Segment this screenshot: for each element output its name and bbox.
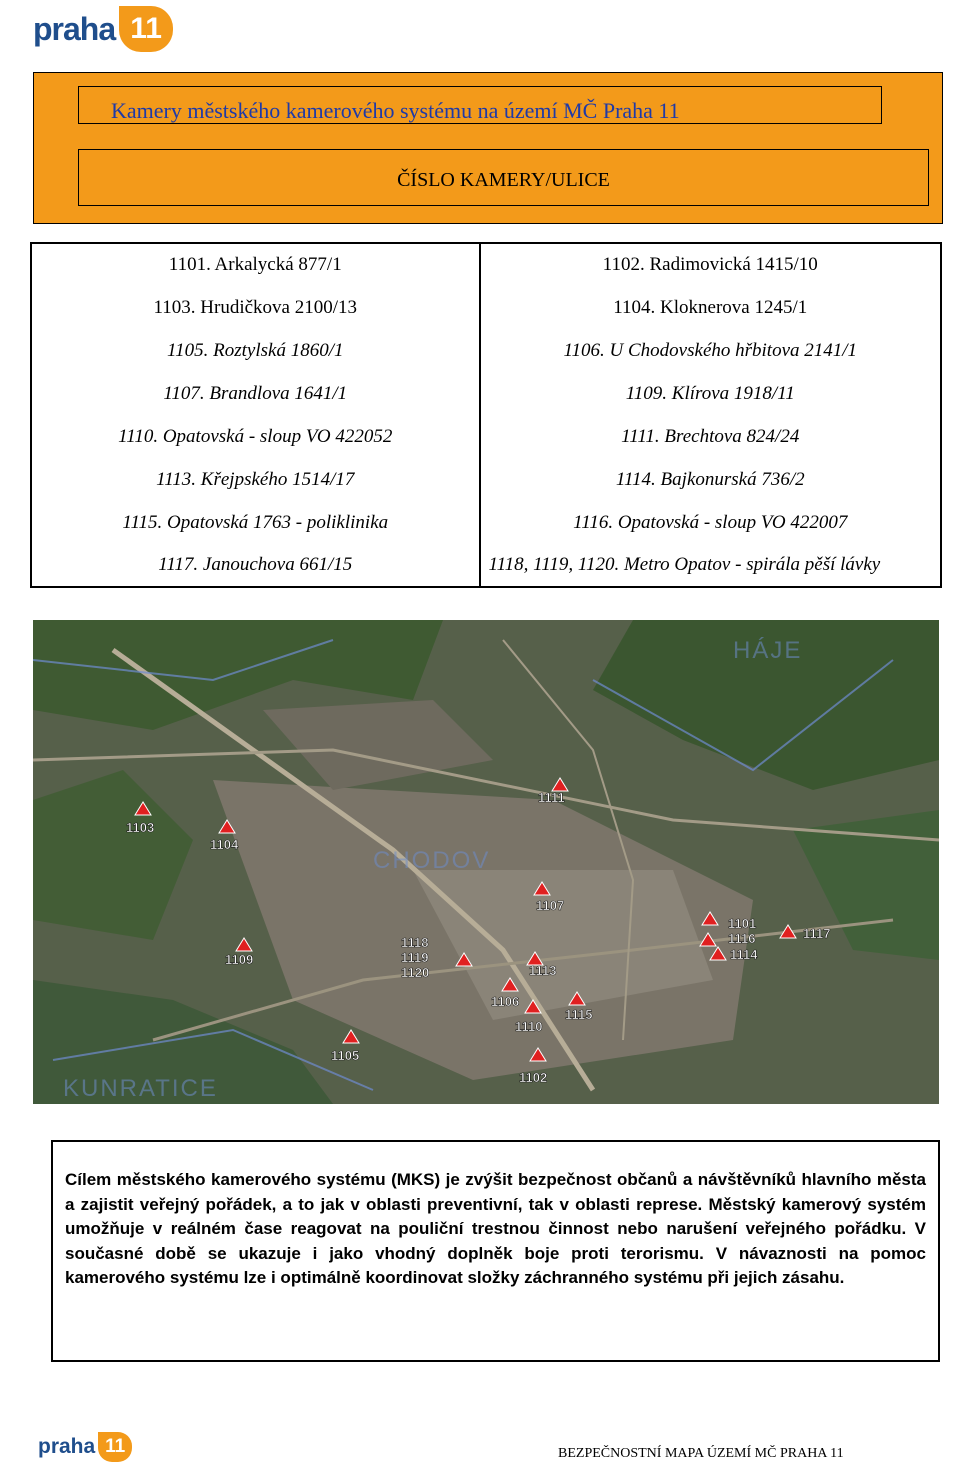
table-row xyxy=(31,372,941,415)
table-row xyxy=(31,286,941,329)
logo-badge: 11 xyxy=(119,6,173,52)
camera-marker-label: 1103 xyxy=(126,820,155,835)
description-text: Cílem městského kamerového systému (MKS) je zvýšit bezpečnost občanů a návštěvníků hlavního města a zajistit veřejný pořádek, a to jak v oblasti preventivní, tak v oblasti represe. Městský kamerový systém umožňuje v reálném čase reagovat na pouliční trestnou činnost nebo narušení veřejného pořádku. V současné době se ukazuje i jako vhodný doplněk boje proti terorismu. V návaznosti na pomoc kamerového systému lze i optimálně koordinovat složky záchranného systému při jejich zásahu. xyxy=(65,1170,926,1287)
table-row xyxy=(31,501,941,544)
camera-left-cell: 1105. Roztylská 1860/1 xyxy=(31,329,480,372)
subtitle-box xyxy=(78,149,929,206)
camera-right-cell: 1116. Opatovská - sloup VO 422007 xyxy=(573,511,848,533)
camera-marker-label: 1104 xyxy=(210,837,239,852)
camera-left-cell: 1113. Křejpského 1514/17 xyxy=(31,458,480,501)
camera-left-cell: 1103. Hrudičkova 2100/13 xyxy=(31,286,480,329)
camera-left-cell: 1117. Janouchova 661/15 xyxy=(31,544,480,587)
camera-marker-label: 1111 xyxy=(538,790,565,805)
aerial-map xyxy=(33,620,939,1104)
camera-right-cell: 1106. U Chodovského hřbitova 2141/1 xyxy=(563,339,858,361)
table-subtitle: ČÍSLO KAMERY/ULICE xyxy=(397,169,610,191)
district-label: HÁJE xyxy=(733,637,803,664)
camera-marker-label: 1119 xyxy=(401,950,429,965)
camera-marker-label: 1106 xyxy=(491,994,520,1009)
table-row xyxy=(31,544,941,587)
title-box xyxy=(78,86,882,124)
camera-right-cell: 1104. Kloknerova 1245/1 xyxy=(613,296,808,318)
camera-marker[interactable] xyxy=(710,947,758,962)
praha11-footer-logo xyxy=(38,1432,132,1462)
table-row xyxy=(31,329,941,372)
camera-left-cell: 1107. Brandlova 1641/1 xyxy=(31,372,480,415)
table-row xyxy=(31,458,941,501)
header-band xyxy=(33,72,943,224)
camera-right-cell: 1109. Klírova 1918/11 xyxy=(625,382,795,404)
camera-right-cell: 1118, 1119, 1120. Metro Opatov - spirála pěší lávky xyxy=(488,554,881,575)
camera-marker-label: 1105 xyxy=(331,1048,360,1063)
camera-left-cell: 1101. Arkalycká 877/1 xyxy=(31,243,480,286)
camera-left-cell: 1110. Opatovská - sloup VO 422052 xyxy=(31,415,480,458)
logo-word: praha xyxy=(33,10,116,47)
description-box xyxy=(51,1140,940,1362)
camera-marker-label: 1101 xyxy=(728,916,757,931)
camera-marker-label: 1109 xyxy=(225,952,254,967)
camera-right-cell: 1114. Bajkonurská 736/2 xyxy=(615,468,805,490)
camera-left-cell: 1115. Opatovská 1763 - poliklinika xyxy=(31,501,480,544)
camera-marker-label: 1107 xyxy=(536,898,565,913)
camera-right-cell: 1111. Brechtova 824/24 xyxy=(621,425,800,447)
table-row xyxy=(31,415,941,458)
district-label: KUNRATICE xyxy=(63,1075,218,1102)
logo-word: praha xyxy=(38,1435,96,1458)
camera-marker-label: 1116 xyxy=(728,931,756,946)
camera-marker-label: 1120 xyxy=(401,965,430,980)
camera-marker-label: 1118 xyxy=(401,935,429,950)
table-row xyxy=(31,243,941,286)
camera-marker-label: 1117 xyxy=(803,926,831,941)
camera-marker-label: 1102 xyxy=(519,1070,548,1085)
footer-text: BEZPEČNOSTNÍ MAPA ÚZEMÍ MČ PRAHA 11 xyxy=(558,1446,844,1461)
district-label: CHODOV xyxy=(373,847,491,874)
camera-table xyxy=(30,242,942,588)
camera-marker-label: 1114 xyxy=(730,947,758,962)
camera-right-cell: 1102. Radimovická 1415/10 xyxy=(602,254,818,275)
page-title: Kamery městského kamerového systému na území MČ Praha 11 xyxy=(111,98,680,123)
logo-badge: 11 xyxy=(98,1432,132,1462)
map-svg xyxy=(33,620,939,1104)
praha11-logo xyxy=(33,6,173,52)
camera-marker-label: 1110 xyxy=(515,1019,543,1034)
camera-marker-label: 1113 xyxy=(529,963,557,978)
camera-marker[interactable] xyxy=(700,931,756,946)
camera-marker-label: 1115 xyxy=(565,1007,593,1022)
